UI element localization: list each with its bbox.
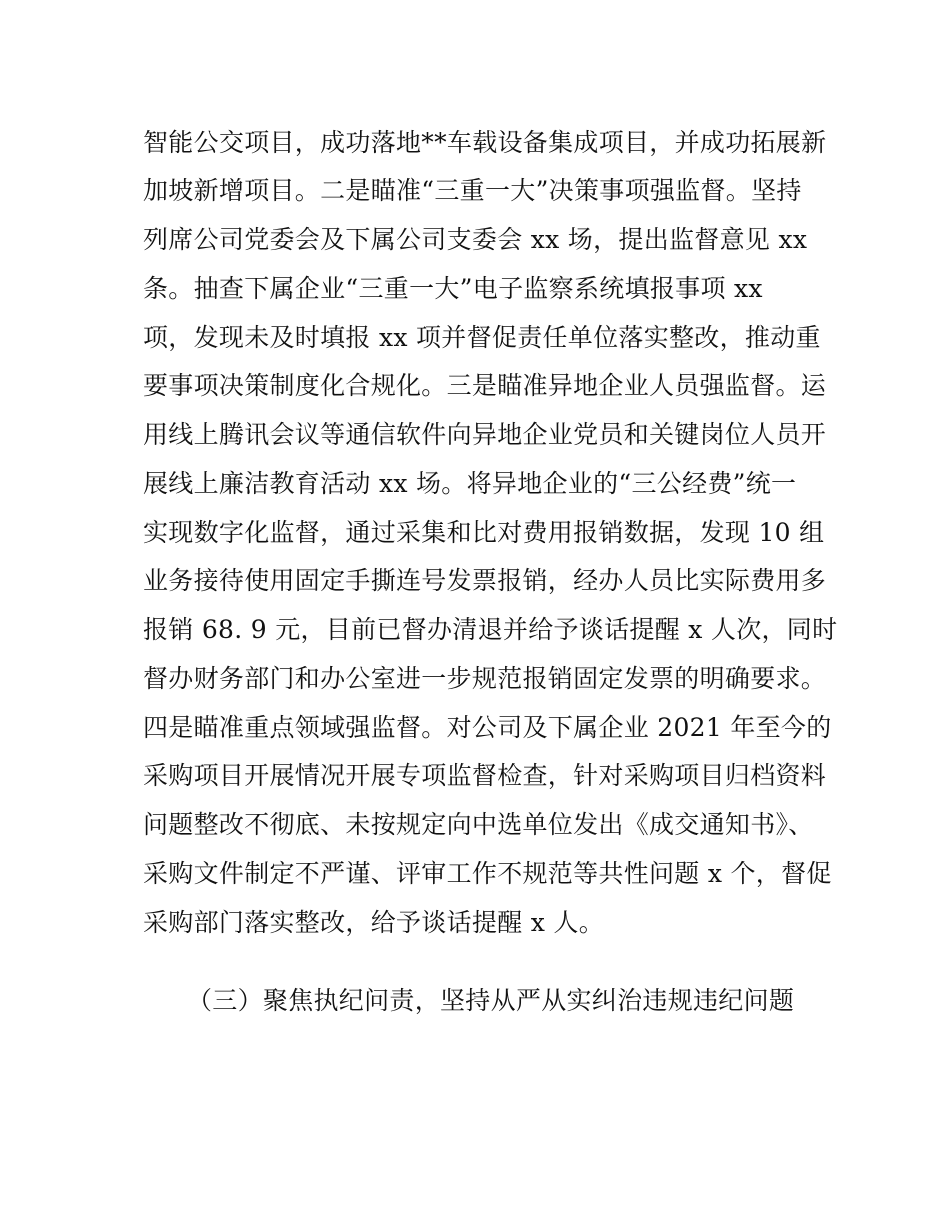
body-line-15: 问题整改不彻底、未按规定向中选单位发出《成交通知书》、 xyxy=(143,810,814,839)
body-line-12: 督办财务部门和办公室进一步规范报销固定发票的明确要求。 xyxy=(143,664,827,693)
body-line-16: 采购文件制定不严谨、评审工作不规范等共性问题 x 个，督促 xyxy=(143,859,832,888)
body-line-11: 报销 68. 9 元，目前已督办清退并给予谈话提醒 x 人次，同时 xyxy=(143,615,838,644)
body-line-14: 采购项目开展情况开展专项监督检查，针对采购项目归档资料 xyxy=(143,761,827,790)
body-line-6: 要事项决策制度化合规化。三是瞄准异地企业人员强监督。运 xyxy=(143,371,827,400)
body-line-8: 展线上廉洁教育活动 xx 场。将异地企业的“三公经费”统一 xyxy=(143,469,797,498)
body-line-17: 采购部门落实整改，给予谈话提醒 x 人。 xyxy=(143,908,604,937)
body-line-10: 业务接待使用固定手撕连号发票报销，经办人员比实际费用多 xyxy=(143,566,827,595)
body-line-13: 四是瞄准重点领域强监督。对公司及下属企业 2021 年至今的 xyxy=(143,713,832,742)
body-line-7: 用线上腾讯会议等通信软件向异地企业党员和关键岗位人员开 xyxy=(143,420,827,449)
body-line-1: 智能公交项目，成功落地**车载设备集成项目，并成功拓展新 xyxy=(143,128,827,157)
body-line-5: 项，发现未及时填报 xx 项并督促责任单位落实整改，推动重 xyxy=(143,323,821,352)
body-line-3: 列席公司党委会及下属公司支委会 xx 场，提出监督意见 xx xyxy=(143,225,808,254)
section-heading: （三）聚焦执纪问责，坚持从严从实纠治违规违纪问题 xyxy=(187,986,795,1015)
body-line-9: 实现数字化监督，通过采集和比对费用报销数据，发现 10 组 xyxy=(143,518,825,547)
body-line-2: 加坡新增项目。二是瞄准“三重一大”决策事项强监督。坚持 xyxy=(143,176,802,205)
body-line-4: 条。抽查下属企业“三重一大”电子监察系统填报事项 xx xyxy=(143,274,763,303)
